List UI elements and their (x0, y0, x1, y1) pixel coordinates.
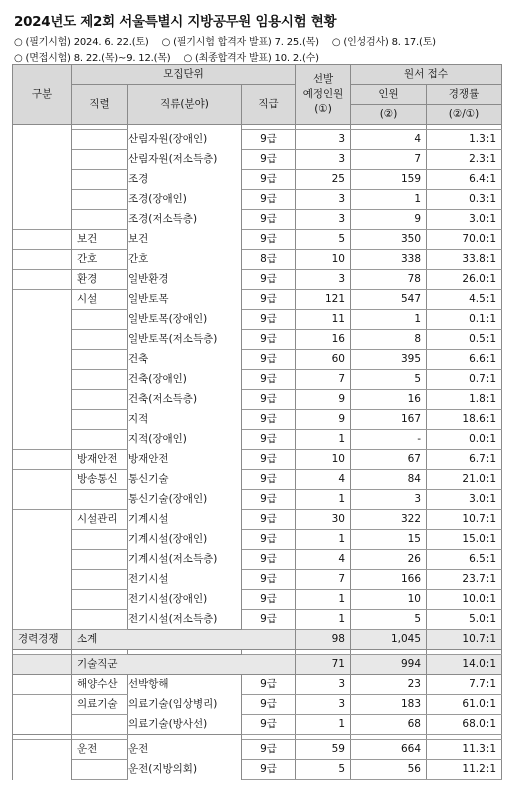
cell-grade: 9급 (242, 190, 296, 210)
cell-job-group: 소계 (72, 630, 296, 650)
table-row (13, 150, 502, 170)
cell-job-group: 간호 (72, 250, 128, 270)
table-row (13, 530, 502, 550)
cell-grade: 9급 (242, 760, 296, 780)
cell-planned: 1 (296, 430, 351, 450)
cell-job-group (72, 530, 128, 550)
cell-category (13, 570, 72, 590)
cell-job-group (72, 550, 128, 570)
cell-category (13, 760, 72, 780)
cell-applicants: 395 (351, 350, 427, 370)
cell-job-series: 통신기술 (128, 470, 242, 490)
cell-category (13, 370, 72, 390)
cell-planned: 71 (296, 655, 351, 675)
cell-planned: 30 (296, 510, 351, 530)
table-row (13, 450, 502, 470)
table-row (13, 590, 502, 610)
table-row (13, 675, 502, 695)
cell-category (13, 740, 72, 760)
cell-category: 경력경쟁 (13, 630, 72, 650)
cell-job-series: 간호 (128, 250, 242, 270)
cell-grade: 9급 (242, 430, 296, 450)
table-row (13, 250, 502, 270)
cell-planned: 121 (296, 290, 351, 310)
cell-planned: 1 (296, 610, 351, 630)
cell-applicants: 16 (351, 390, 427, 410)
cell-planned: 25 (296, 170, 351, 190)
cell-job-group (72, 715, 128, 735)
cell-job-group (72, 210, 128, 230)
table-row (13, 470, 502, 490)
cell-job-group (72, 490, 128, 510)
cell-job-series: 전기시설(저소득층) (128, 610, 242, 630)
schedule-written-result: ○ (필기시험 합격자 발표) 7. 25.(목) (161, 37, 319, 48)
cell-applicants: 547 (351, 290, 427, 310)
cell-applicants: 3 (351, 490, 427, 510)
cell-ratio: 0.5:1 (427, 330, 502, 350)
cell-applicants: 9 (351, 210, 427, 230)
cell-planned: 16 (296, 330, 351, 350)
cell-job-group: 방송통신 (72, 470, 128, 490)
cell-applicants: 23 (351, 675, 427, 695)
cell-ratio: 1.3:1 (427, 130, 502, 150)
table-row (13, 510, 502, 530)
cell-ratio: 6.5:1 (427, 550, 502, 570)
table-row (13, 760, 502, 780)
cell-category (13, 610, 72, 630)
cell-grade: 9급 (242, 590, 296, 610)
cell-applicants: 994 (351, 655, 427, 675)
cell-job-group (72, 760, 128, 780)
cell-grade: 9급 (242, 230, 296, 250)
cell-applicants: 67 (351, 450, 427, 470)
cell-ratio: 68.0:1 (427, 715, 502, 735)
cell-planned: 5 (296, 760, 351, 780)
table-row (13, 610, 502, 630)
cell-ratio: 15.0:1 (427, 530, 502, 550)
cell-grade: 9급 (242, 410, 296, 430)
cell-grade: 9급 (242, 570, 296, 590)
cell-job-series: 일반토목 (128, 290, 242, 310)
cell-applicants: 5 (351, 370, 427, 390)
cell-grade: 9급 (242, 150, 296, 170)
cell-applicants: 84 (351, 470, 427, 490)
cell-job-series: 운전(지방의회) (128, 760, 242, 780)
cell-category (13, 130, 72, 150)
cell-job-series: 의료기술(임상병리) (128, 695, 242, 715)
recruitment-table-wrapper (12, 64, 501, 775)
cell-applicants: 68 (351, 715, 427, 735)
cell-category (13, 290, 72, 310)
cell-ratio: 18.6:1 (427, 410, 502, 430)
cell-job-series: 지적(장애인) (128, 430, 242, 450)
cell-ratio: 3.0:1 (427, 210, 502, 230)
cell-grade: 9급 (242, 130, 296, 150)
schedule-final-result: ○ (최종합격자 발표) 10. 2.(수) (183, 53, 319, 64)
cell-ratio: 5.0:1 (427, 610, 502, 630)
cell-grade: 9급 (242, 270, 296, 290)
cell-job-group (72, 150, 128, 170)
cell-category (13, 170, 72, 190)
cell-category (13, 695, 72, 715)
cell-category (13, 715, 72, 735)
cell-ratio: 6.7:1 (427, 450, 502, 470)
cell-applicants: 166 (351, 570, 427, 590)
cell-applicants: 183 (351, 695, 427, 715)
cell-job-group (72, 590, 128, 610)
cell-grade: 9급 (242, 210, 296, 230)
cell-grade: 9급 (242, 695, 296, 715)
cell-applicants: 5 (351, 610, 427, 630)
schedule-written-exam: ○ (필기시험) 2024. 6. 22.(토) (14, 37, 149, 48)
cell-category (13, 450, 72, 470)
cell-job-series: 전기시설(장애인) (128, 590, 242, 610)
cell-job-series: 지적 (128, 410, 242, 430)
cell-grade: 9급 (242, 530, 296, 550)
cell-category (13, 390, 72, 410)
cell-job-group: 보건 (72, 230, 128, 250)
cell-grade: 9급 (242, 450, 296, 470)
cell-job-group (72, 350, 128, 370)
cell-applicants: 159 (351, 170, 427, 190)
cell-planned: 3 (296, 190, 351, 210)
cell-planned: 7 (296, 570, 351, 590)
schedule-line-2 (14, 49, 329, 64)
cell-grade: 9급 (242, 675, 296, 695)
cell-job-group (72, 370, 128, 390)
header-ratio-sub: (②/①) (427, 105, 502, 125)
table-body (13, 125, 502, 780)
cell-planned: 7 (296, 370, 351, 390)
cell-grade: 9급 (242, 350, 296, 370)
table-row (13, 740, 502, 760)
cell-job-series: 조경(저소득층) (128, 210, 242, 230)
cell-applicants: 78 (351, 270, 427, 290)
cell-grade: 9급 (242, 370, 296, 390)
cell-planned: 98 (296, 630, 351, 650)
header-category: 구분 (13, 65, 72, 125)
cell-grade: 9급 (242, 170, 296, 190)
table-row (13, 350, 502, 370)
cell-grade: 9급 (242, 290, 296, 310)
cell-category (13, 430, 72, 450)
cell-planned: 4 (296, 470, 351, 490)
header-application: 원서 접수 (351, 65, 502, 85)
cell-ratio: 11.2:1 (427, 760, 502, 780)
cell-applicants: 7 (351, 150, 427, 170)
cell-grade: 9급 (242, 715, 296, 735)
table-row (13, 190, 502, 210)
table-header (13, 65, 502, 125)
cell-planned: 9 (296, 390, 351, 410)
cell-job-group: 시설 (72, 290, 128, 310)
cell-job-series: 건축(저소득층) (128, 390, 242, 410)
cell-category (13, 230, 72, 250)
cell-category (13, 470, 72, 490)
cell-planned: 11 (296, 310, 351, 330)
cell-job-series: 일반토목(저소득층) (128, 330, 242, 350)
cell-ratio: 6.4:1 (427, 170, 502, 190)
cell-job-series: 산림자원(장애인) (128, 130, 242, 150)
cell-job-series: 일반환경 (128, 270, 242, 290)
cell-category (13, 510, 72, 530)
cell-category (13, 150, 72, 170)
cell-job-series: 전기시설 (128, 570, 242, 590)
cell-category (13, 655, 72, 675)
cell-planned: 59 (296, 740, 351, 760)
cell-applicants: 15 (351, 530, 427, 550)
cell-grade: 9급 (242, 550, 296, 570)
cell-applicants: 322 (351, 510, 427, 530)
cell-planned: 4 (296, 550, 351, 570)
table-row (13, 410, 502, 430)
cell-job-series: 선박항해 (128, 675, 242, 695)
cell-grade: 9급 (242, 390, 296, 410)
table-row (13, 330, 502, 350)
cell-job-series: 의료기술(방사선) (128, 715, 242, 735)
cell-applicants: 350 (351, 230, 427, 250)
cell-applicants: 1 (351, 190, 427, 210)
cell-category (13, 190, 72, 210)
header-planned-l1: 선발 (312, 73, 334, 85)
table-row (13, 550, 502, 570)
cell-ratio: 0.1:1 (427, 310, 502, 330)
cell-ratio: 1.8:1 (427, 390, 502, 410)
cell-job-series: 건축(장애인) (128, 370, 242, 390)
cell-planned: 60 (296, 350, 351, 370)
cell-applicants: 8 (351, 330, 427, 350)
cell-ratio: 10.0:1 (427, 590, 502, 610)
cell-ratio: 23.7:1 (427, 570, 502, 590)
cell-job-series: 조경(장애인) (128, 190, 242, 210)
cell-planned: 3 (296, 695, 351, 715)
cell-planned: 10 (296, 250, 351, 270)
cell-ratio: 0.0:1 (427, 430, 502, 450)
cell-grade: 8급 (242, 250, 296, 270)
cell-planned: 1 (296, 590, 351, 610)
header-job-series: 직류(분야) (128, 85, 242, 125)
cell-job-group (72, 130, 128, 150)
header-job-group: 직렬 (72, 85, 128, 125)
table-row (13, 715, 502, 735)
cell-ratio: 4.5:1 (427, 290, 502, 310)
cell-job-group: 방재안전 (72, 450, 128, 470)
schedule-interview: ○ (면접시험) 8. 22.(목)~9. 12.(목) (14, 53, 171, 64)
cell-planned: 5 (296, 230, 351, 250)
cell-job-series: 보건 (128, 230, 242, 250)
cell-ratio: 2.3:1 (427, 150, 502, 170)
cell-job-series: 산림자원(저소득층) (128, 150, 242, 170)
cell-ratio: 10.7:1 (427, 630, 502, 650)
table-row (13, 310, 502, 330)
header-planned-l2: 예정인원 (302, 88, 344, 100)
cell-category (13, 270, 72, 290)
cell-job-series: 기계시설 (128, 510, 242, 530)
cell-job-group (72, 190, 128, 210)
cell-ratio: 3.0:1 (427, 490, 502, 510)
cell-grade: 9급 (242, 310, 296, 330)
cell-job-series: 기계시설(장애인) (128, 530, 242, 550)
total-row (13, 630, 502, 650)
cell-ratio: 7.7:1 (427, 675, 502, 695)
header-grade: 직급 (242, 85, 296, 125)
cell-job-group: 해양수산 (72, 675, 128, 695)
table-row (13, 570, 502, 590)
cell-ratio: 33.8:1 (427, 250, 502, 270)
cell-planned: 1 (296, 530, 351, 550)
cell-ratio: 0.3:1 (427, 190, 502, 210)
cell-job-group: 의료기술 (72, 695, 128, 715)
cell-ratio: 26.0:1 (427, 270, 502, 290)
cell-category (13, 310, 72, 330)
header-applicants-sub: (②) (351, 105, 427, 125)
cell-job-series: 건축 (128, 350, 242, 370)
cell-job-group (72, 390, 128, 410)
cell-ratio: 10.7:1 (427, 510, 502, 530)
table-row (13, 695, 502, 715)
cell-job-series: 기계시설(저소득층) (128, 550, 242, 570)
cell-applicants: 338 (351, 250, 427, 270)
cell-job-series: 일반토목(장애인) (128, 310, 242, 330)
cell-job-group (72, 610, 128, 630)
cell-job-group (72, 430, 128, 450)
cell-category (13, 675, 72, 695)
cell-applicants: 664 (351, 740, 427, 760)
cell-job-group (72, 410, 128, 430)
cell-planned: 3 (296, 130, 351, 150)
cell-applicants: 1 (351, 310, 427, 330)
cell-grade: 9급 (242, 610, 296, 630)
schedule-line-1 (14, 33, 446, 48)
cell-applicants: - (351, 430, 427, 450)
cell-applicants: 1,045 (351, 630, 427, 650)
header-planned-l3: (①) (314, 103, 332, 115)
cell-planned: 3 (296, 270, 351, 290)
cell-grade: 9급 (242, 470, 296, 490)
table-row (13, 430, 502, 450)
cell-ratio: 6.6:1 (427, 350, 502, 370)
cell-category (13, 590, 72, 610)
table-row (13, 290, 502, 310)
cell-job-group (72, 170, 128, 190)
table-row (13, 370, 502, 390)
table-row (13, 210, 502, 230)
cell-job-series: 운전 (128, 740, 242, 760)
table-row (13, 270, 502, 290)
cell-planned: 3 (296, 210, 351, 230)
recruitment-table (12, 64, 502, 780)
header-applicants: 인원 (351, 85, 427, 105)
cell-applicants: 167 (351, 410, 427, 430)
cell-job-group (72, 310, 128, 330)
cell-ratio: 70.0:1 (427, 230, 502, 250)
cell-ratio: 11.3:1 (427, 740, 502, 760)
header-planned (296, 65, 351, 125)
cell-applicants: 56 (351, 760, 427, 780)
cell-job-group: 시설관리 (72, 510, 128, 530)
cell-category (13, 350, 72, 370)
cell-ratio: 21.0:1 (427, 470, 502, 490)
cell-job-series: 조경 (128, 170, 242, 190)
cell-category (13, 330, 72, 350)
cell-category (13, 410, 72, 430)
cell-ratio: 61.0:1 (427, 695, 502, 715)
cell-applicants: 10 (351, 590, 427, 610)
cell-planned: 10 (296, 450, 351, 470)
cell-category (13, 490, 72, 510)
cell-category (13, 250, 72, 270)
cell-job-series: 통신기술(장애인) (128, 490, 242, 510)
cell-job-series: 방재안전 (128, 450, 242, 470)
cell-ratio: 0.7:1 (427, 370, 502, 390)
cell-grade: 9급 (242, 740, 296, 760)
cell-planned: 9 (296, 410, 351, 430)
cell-grade: 9급 (242, 490, 296, 510)
cell-category (13, 530, 72, 550)
cell-category (13, 210, 72, 230)
table-row (13, 390, 502, 410)
cell-grade: 9급 (242, 330, 296, 350)
cell-planned: 3 (296, 675, 351, 695)
cell-job-group: 기술직군 (72, 655, 296, 675)
table-row (13, 130, 502, 150)
table-row (13, 230, 502, 250)
page-title: 2024년도 제2회 서울특별시 지방공무원 임용시험 현황 (14, 14, 337, 30)
cell-planned: 1 (296, 715, 351, 735)
cell-planned: 1 (296, 490, 351, 510)
cell-job-group: 운전 (72, 740, 128, 760)
cell-planned: 3 (296, 150, 351, 170)
subtotal-row (13, 655, 502, 675)
header-ratio: 경쟁률 (427, 85, 502, 105)
schedule-personality-test: ○ (인성검사) 8. 17.(토) (331, 37, 436, 48)
header-recruit-unit: 모집단위 (72, 65, 296, 85)
cell-applicants: 4 (351, 130, 427, 150)
cell-category (13, 550, 72, 570)
cell-applicants: 26 (351, 550, 427, 570)
table-row (13, 170, 502, 190)
cell-job-group (72, 330, 128, 350)
cell-job-group (72, 570, 128, 590)
cell-grade: 9급 (242, 510, 296, 530)
cell-job-group: 환경 (72, 270, 128, 290)
table-row (13, 490, 502, 510)
cell-ratio: 14.0:1 (427, 655, 502, 675)
